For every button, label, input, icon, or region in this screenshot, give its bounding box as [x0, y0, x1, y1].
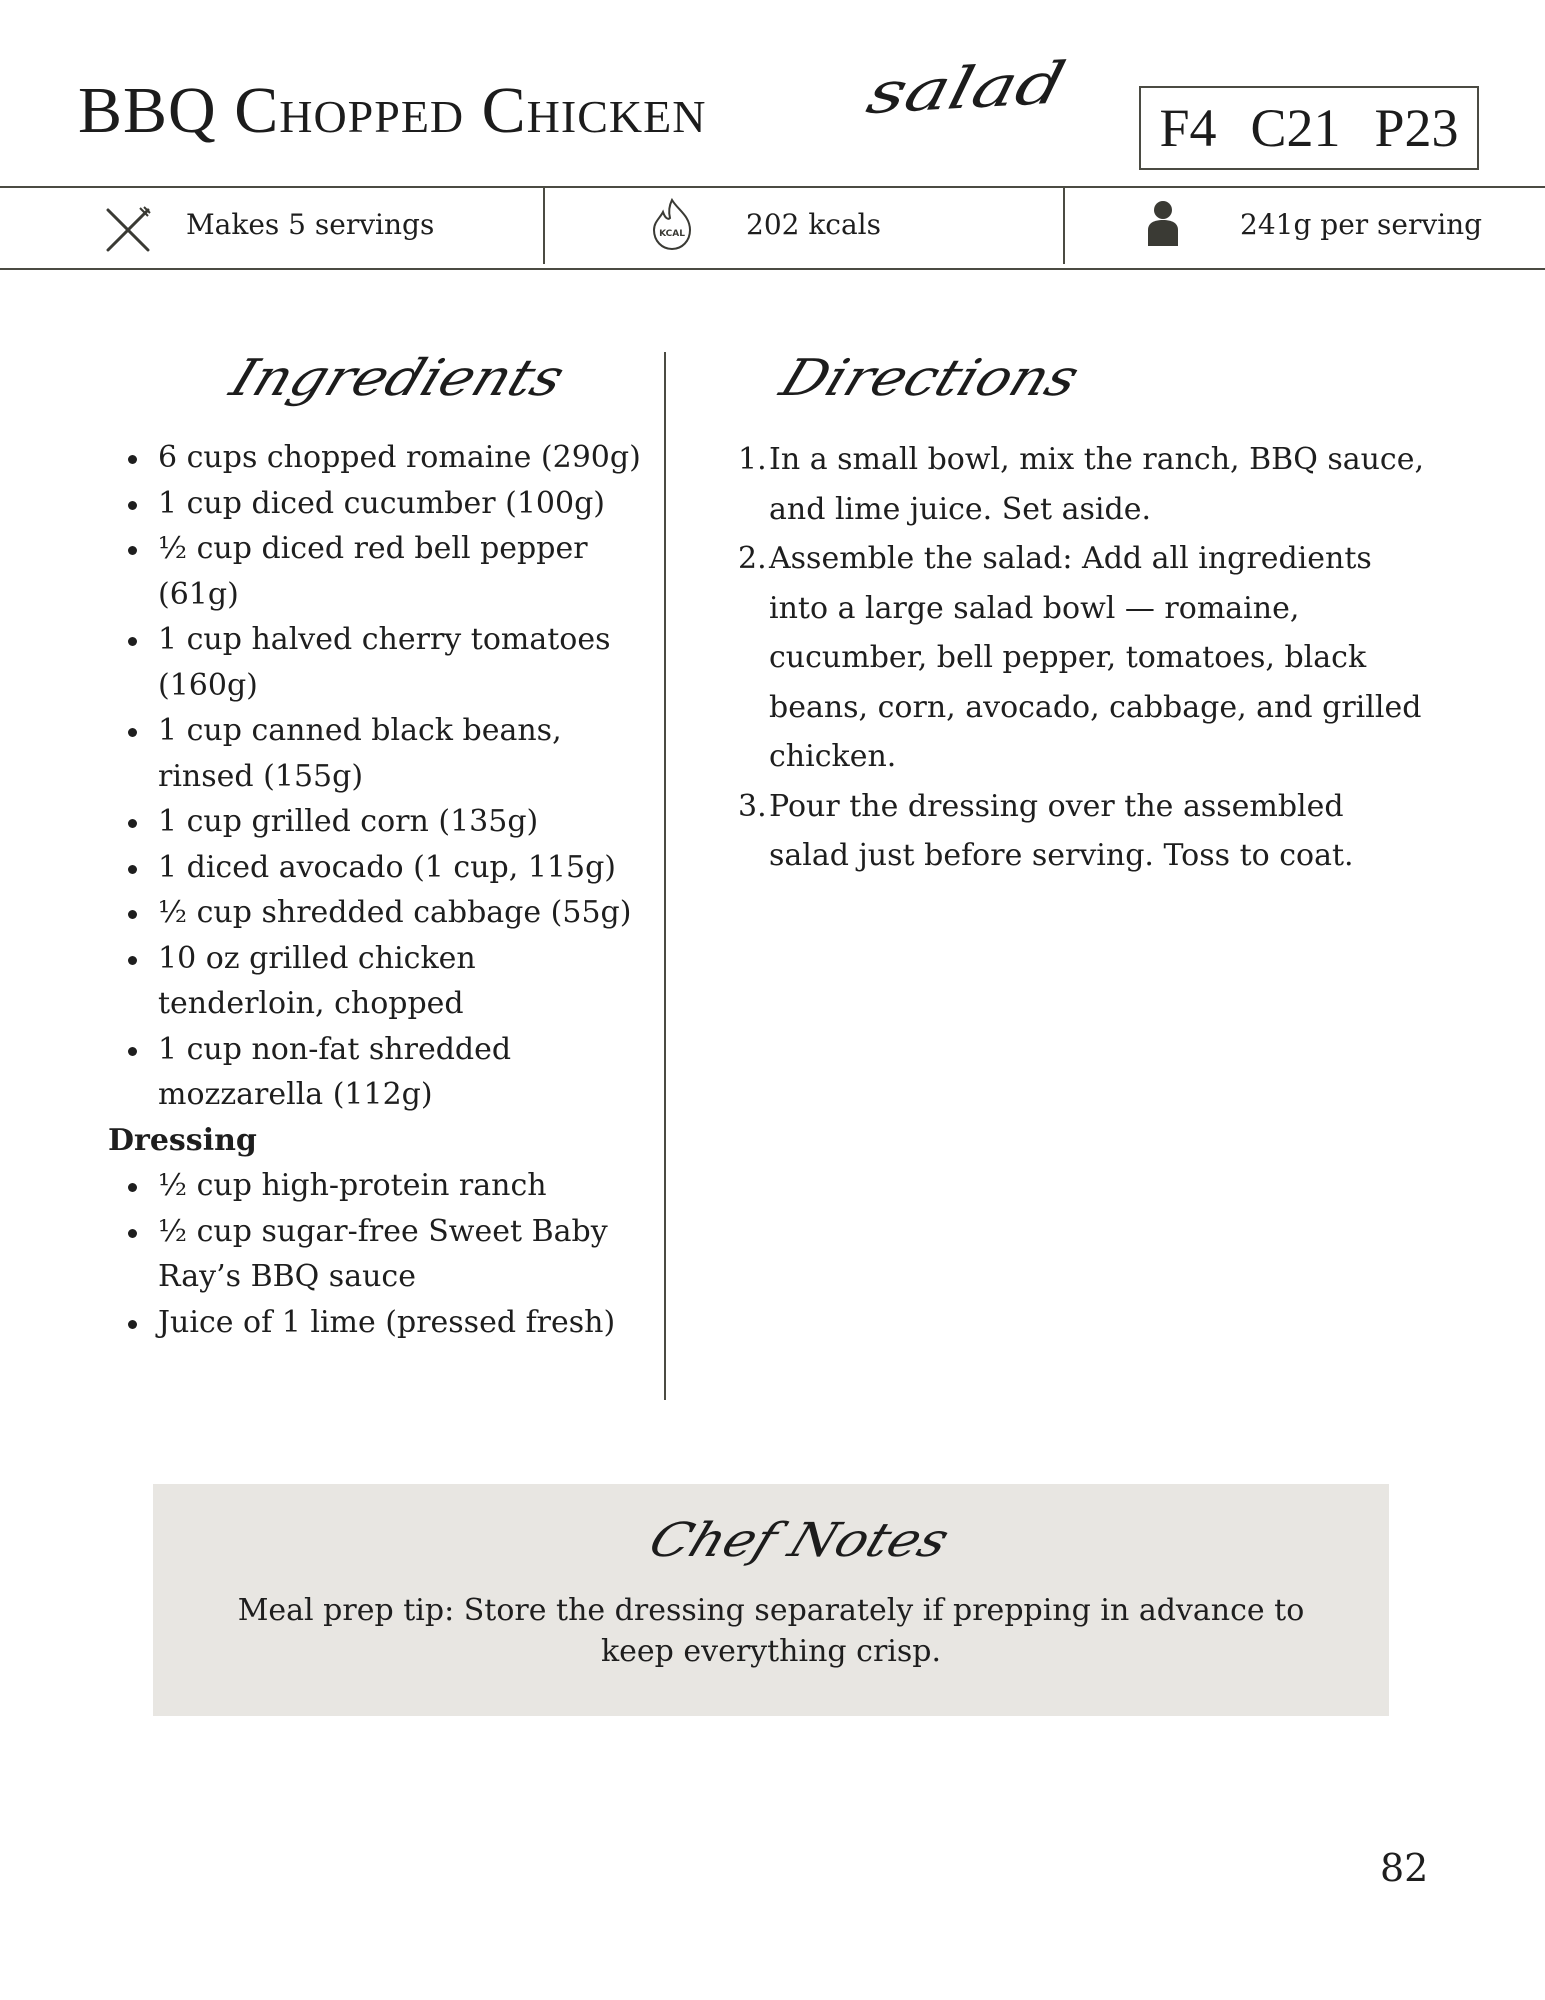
dressing-item: Juice of 1 lime (pressed fresh) — [108, 1300, 648, 1346]
step-text: In a small bowl, mix the ranch, BBQ sauce, and lime juice. Set aside. — [769, 442, 1425, 527]
dressing-list — [108, 1163, 648, 1345]
stat-divider — [1063, 188, 1065, 264]
ingredients-heading: Ingredients — [222, 349, 573, 408]
macros-box — [1139, 86, 1479, 170]
portion-text: 241g per serving — [1240, 208, 1483, 241]
ingredient-item: ½ cup diced red bell pepper (61g) — [108, 526, 648, 617]
dressing-item: ½ cup sugar-free Sweet Baby Ray’s BBQ sauce — [108, 1209, 648, 1300]
ingredient-item: 1 cup halved cherry tomatoes (160g) — [108, 617, 648, 708]
macro-fat: F4 — [1159, 98, 1217, 158]
calories-text: 202 kcals — [746, 208, 882, 241]
step-number: 1. — [738, 442, 767, 477]
kcal-icon-label: KCAL — [659, 229, 685, 239]
chef-notes-heading: Chef Notes — [641, 1513, 957, 1568]
ingredient-item: 1 cup diced cucumber (100g) — [108, 481, 648, 527]
servings-text: Makes 5 servings — [186, 208, 435, 241]
ingredient-item: 1 diced avocado (1 cup, 115g) — [108, 845, 648, 891]
person-icon — [1146, 200, 1180, 252]
ingredient-item: 10 oz grilled chicken tenderloin, chopped — [108, 936, 648, 1027]
directions-heading: Directions — [772, 349, 1087, 408]
directions-list — [738, 435, 1428, 881]
direction-step — [738, 435, 1428, 534]
stats-bar — [0, 186, 1545, 270]
page-number: 82 — [1380, 1846, 1429, 1890]
ingredient-item: ½ cup shredded cabbage (55g) — [108, 890, 648, 936]
chef-notes-text: Meal prep tip: Store the dressing separately if prepping in advance to keep everything crisp. — [237, 1593, 1305, 1669]
macro-carbs: C21 — [1250, 98, 1341, 158]
ingredient-item: 1 cup canned black beans, rinsed (155g) — [108, 708, 648, 799]
stat-divider — [543, 188, 545, 264]
direction-step — [738, 534, 1428, 782]
step-text: Pour the dressing over the assembled salad just before serving. Toss to coat. — [769, 788, 1354, 873]
macro-protein: P23 — [1374, 98, 1459, 158]
ingredients-list — [108, 435, 648, 1345]
step-number: 2. — [738, 541, 767, 576]
step-number: 3. — [738, 788, 767, 824]
ingredient-item: 6 cups chopped romaine (290g) — [108, 435, 648, 481]
recipe-title: BBQ Chopped Chicken — [78, 74, 707, 147]
ingredient-item: 1 cup non-fat shredded mozzarella (112g) — [108, 1027, 648, 1118]
recipe-title-script: salad — [860, 49, 1072, 127]
direction-step — [738, 782, 1428, 881]
column-divider — [664, 352, 666, 1400]
dressing-label: Dressing — [108, 1122, 257, 1158]
kcal-flame-icon — [648, 196, 696, 256]
chef-notes-box — [153, 1484, 1389, 1716]
step-text: Assemble the salad: Add all ingredients into a large salad bowl — romaine, cucumber, bell pepper, tomatoes, black beans, corn, avocado, cabbage, and grilled chicken. — [769, 541, 1422, 774]
ingredient-item: 1 cup grilled corn (135g) — [108, 799, 648, 845]
fork-knife-icon — [104, 206, 152, 256]
dressing-item: ½ cup high-protein ranch — [108, 1163, 648, 1209]
